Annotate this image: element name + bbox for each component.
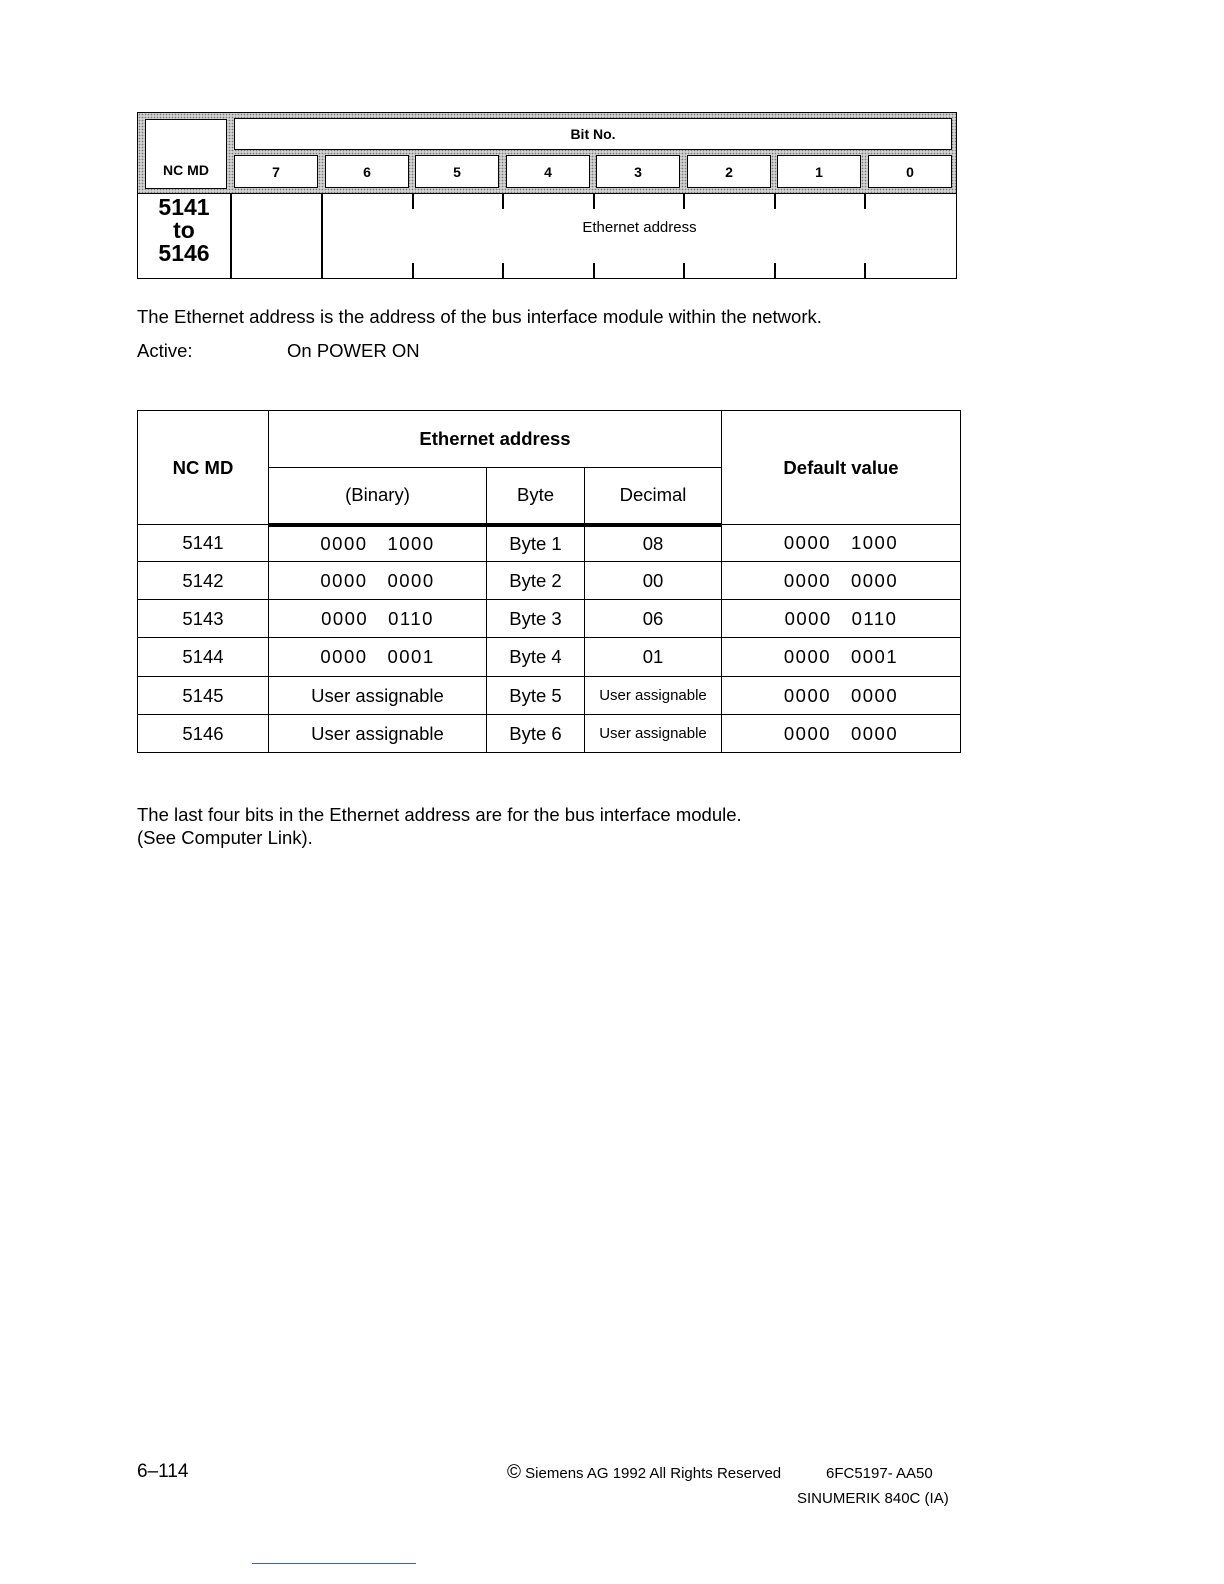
md-cell: 5146 [138,715,269,753]
footer-link-underline [252,1563,416,1564]
default-cell: 0000 0000 [722,562,961,600]
byte-cell: Byte 4 [487,638,585,677]
bit-tick-bottom [412,263,414,278]
ncmd-header: NC MD [145,119,227,189]
default-cell: 0000 0000 [722,715,961,753]
byte-cell: Byte 3 [487,600,585,638]
byte-cell: Byte 1 [487,525,585,562]
bit-3-header: 3 [596,155,680,188]
bit-1-header: 1 [777,155,861,188]
bit-4-header: 4 [506,155,590,188]
default-cell: 0000 0000 [722,677,961,715]
bit-number-header: Bit No. [234,118,952,150]
bit-tick-bottom [864,263,866,278]
decimal-cell: 08 [585,525,722,562]
bit-tick-bottom [683,263,685,278]
table-row [138,562,961,600]
decimal-cell: 00 [585,562,722,600]
decimal-subheader: Decimal [585,468,722,525]
bit-5-header: 5 [415,155,499,188]
active-label: Active: [137,340,193,361]
copyright-symbol: © [507,1462,521,1483]
bit-tick-top [864,194,866,209]
decimal-cell: 01 [585,638,722,677]
table-row [138,525,961,562]
bit-tick-top [593,194,595,209]
table-row [138,600,961,638]
ncmd-column-header: NC MD [138,411,269,525]
byte-cell: Byte 2 [487,562,585,600]
decimal-cell: 06 [585,600,722,638]
description-text: The Ethernet address is the address of the bus interface module within the network. [137,306,822,327]
binary-subheader: (Binary) [269,468,487,525]
copyright-text: Siemens AG 1992 All Rights Reserved [525,1465,782,1482]
md-range [137,196,231,265]
ethernet-address-column-header: Ethernet address [269,411,722,468]
page-number: 6–114 [137,1461,189,1482]
ethernet-address-field-label: Ethernet address [582,219,697,236]
bit-7-header: 7 [234,155,318,188]
binary-cell: User assignable [269,677,487,715]
bit-tick-bottom [502,263,504,278]
md-cell: 5144 [138,638,269,677]
byte-cell: Byte 5 [487,677,585,715]
md-cell: 5142 [138,562,269,600]
decimal-cell: User assignable [585,677,722,715]
table-row [138,677,961,715]
bit-tick-top [683,194,685,209]
default-cell: 0000 0110 [722,600,961,638]
binary-cell: 0000 0000 [269,562,487,600]
binary-cell: 0000 0001 [269,638,487,677]
bit-tick-top [412,194,414,209]
bit-diagram-body [137,193,957,279]
md-cell: 5145 [138,677,269,715]
default-cell: 0000 1000 [722,525,961,562]
table-row [138,638,961,677]
default-cell: 0000 0001 [722,638,961,677]
bit-tick-top [502,194,504,209]
bit-0-header: 0 [868,155,952,188]
active-value: On POWER ON [287,340,420,361]
byte-subheader: Byte [487,468,585,525]
table-header-row [138,411,961,468]
copyright-line [507,1462,781,1484]
bit-6-header: 6 [325,155,409,188]
order-number: 6FC5197- AA50 [826,1465,933,1482]
note-line-2: (See Computer Link). [137,827,313,848]
binary-cell: 0000 1000 [269,525,487,562]
product-name: SINUMERIK 840C (IA) [797,1490,949,1507]
binary-cell: 0000 0110 [269,600,487,638]
md-range-end: 5146 [158,240,210,266]
default-value-column-header: Default value [722,411,961,525]
md-range-to: to [173,217,195,243]
bit-diagram [137,112,957,279]
table-row [138,715,961,753]
md-range-start: 5141 [158,194,210,220]
byte-cell: Byte 6 [487,715,585,753]
md-cell: 5141 [138,525,269,562]
bit-tick-bottom [774,263,776,278]
note-line-1: The last four bits in the Ethernet address are for the bus interface module. [137,804,742,825]
ethernet-address-table [137,410,961,753]
binary-cell: User assignable [269,715,487,753]
md-cell: 5143 [138,600,269,638]
bit-7-divider [321,193,323,279]
bit-tick-top [774,194,776,209]
decimal-cell: User assignable [585,715,722,753]
bit-2-header: 2 [687,155,771,188]
bit-tick-bottom [593,263,595,278]
